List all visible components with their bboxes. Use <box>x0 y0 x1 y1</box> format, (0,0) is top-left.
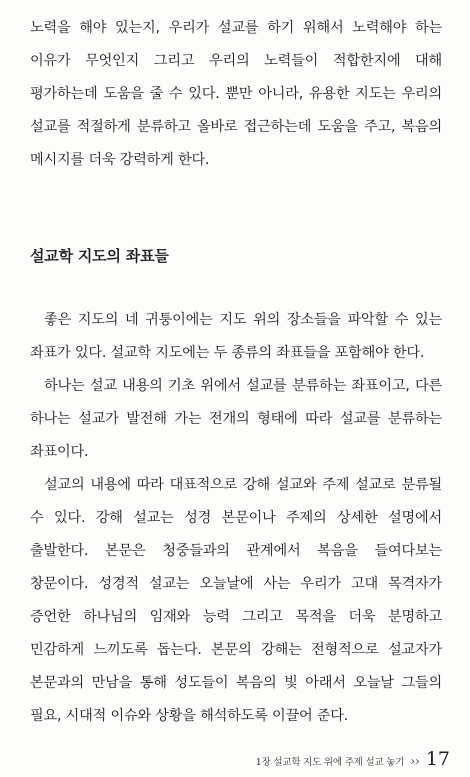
body-paragraph-4: 설교의 내용에 따라 대표적으로 강해 설교와 주제 설교로 분류될 수 있다. 강해 설교는 성경 본문이나 주제의 상세한 설명에서 출발한다. 본문은 청중들과의 관계에서 복음을 들여다보는 창문이다. 성경적 설교는 오늘날에 사는 우리가 고대 목격자가 증언한 하나님의 임재와 능력 그리고 목적을 더욱 분명하고 민감하게 느끼도록 돕는다. 본문의 강해는 전형적으로 설교자가 본문과의 만남을 통해 성도들이 복음의 빛 아래서 오늘날 그들의 필요, 시대적 이슈와 상황을 해석하도록 이끌어 준다. <box>30 477 442 724</box>
section-heading: 설교학 지도의 좌표들 <box>30 247 169 265</box>
body-paragraph-3: 하나는 설교 내용의 기초 위에서 설교를 분류하는 좌표이고, 다른 하나는 설교가 발전해 가는 전개의 형태에 따라 설교를 분류하는 좌표이다. <box>30 378 442 460</box>
footer-marker-icon: ›› <box>410 754 420 768</box>
running-footer-chapter: 1장 설교학 지도 위에 주제 설교 놓기 <box>255 757 405 768</box>
body-paragraph-1: 노력을 해야 있는지, 우리가 설교를 하기 위해서 노력해야 하는 이유가 무엇인지 그리고 우리의 노력들이 적합한지에 대해 평가하는데 도움을 줄 수 있다. 뿐만 아니라, 유용한 지도는 우리의 설교를 적절하게 분류하고 올바로 접근하는데 도움을 주고, 복음의 메시지를 더욱 강력하게 한다. <box>30 20 442 168</box>
page-footer <box>256 748 450 770</box>
body-paragraph-2: 좋은 지도의 네 귀퉁이에는 지도 위의 장소들을 파악할 수 있는 좌표가 있다. 설교학 지도에는 두 종류의 좌표들을 포함해야 한다. <box>30 312 442 361</box>
page-number: 17 <box>425 748 450 770</box>
